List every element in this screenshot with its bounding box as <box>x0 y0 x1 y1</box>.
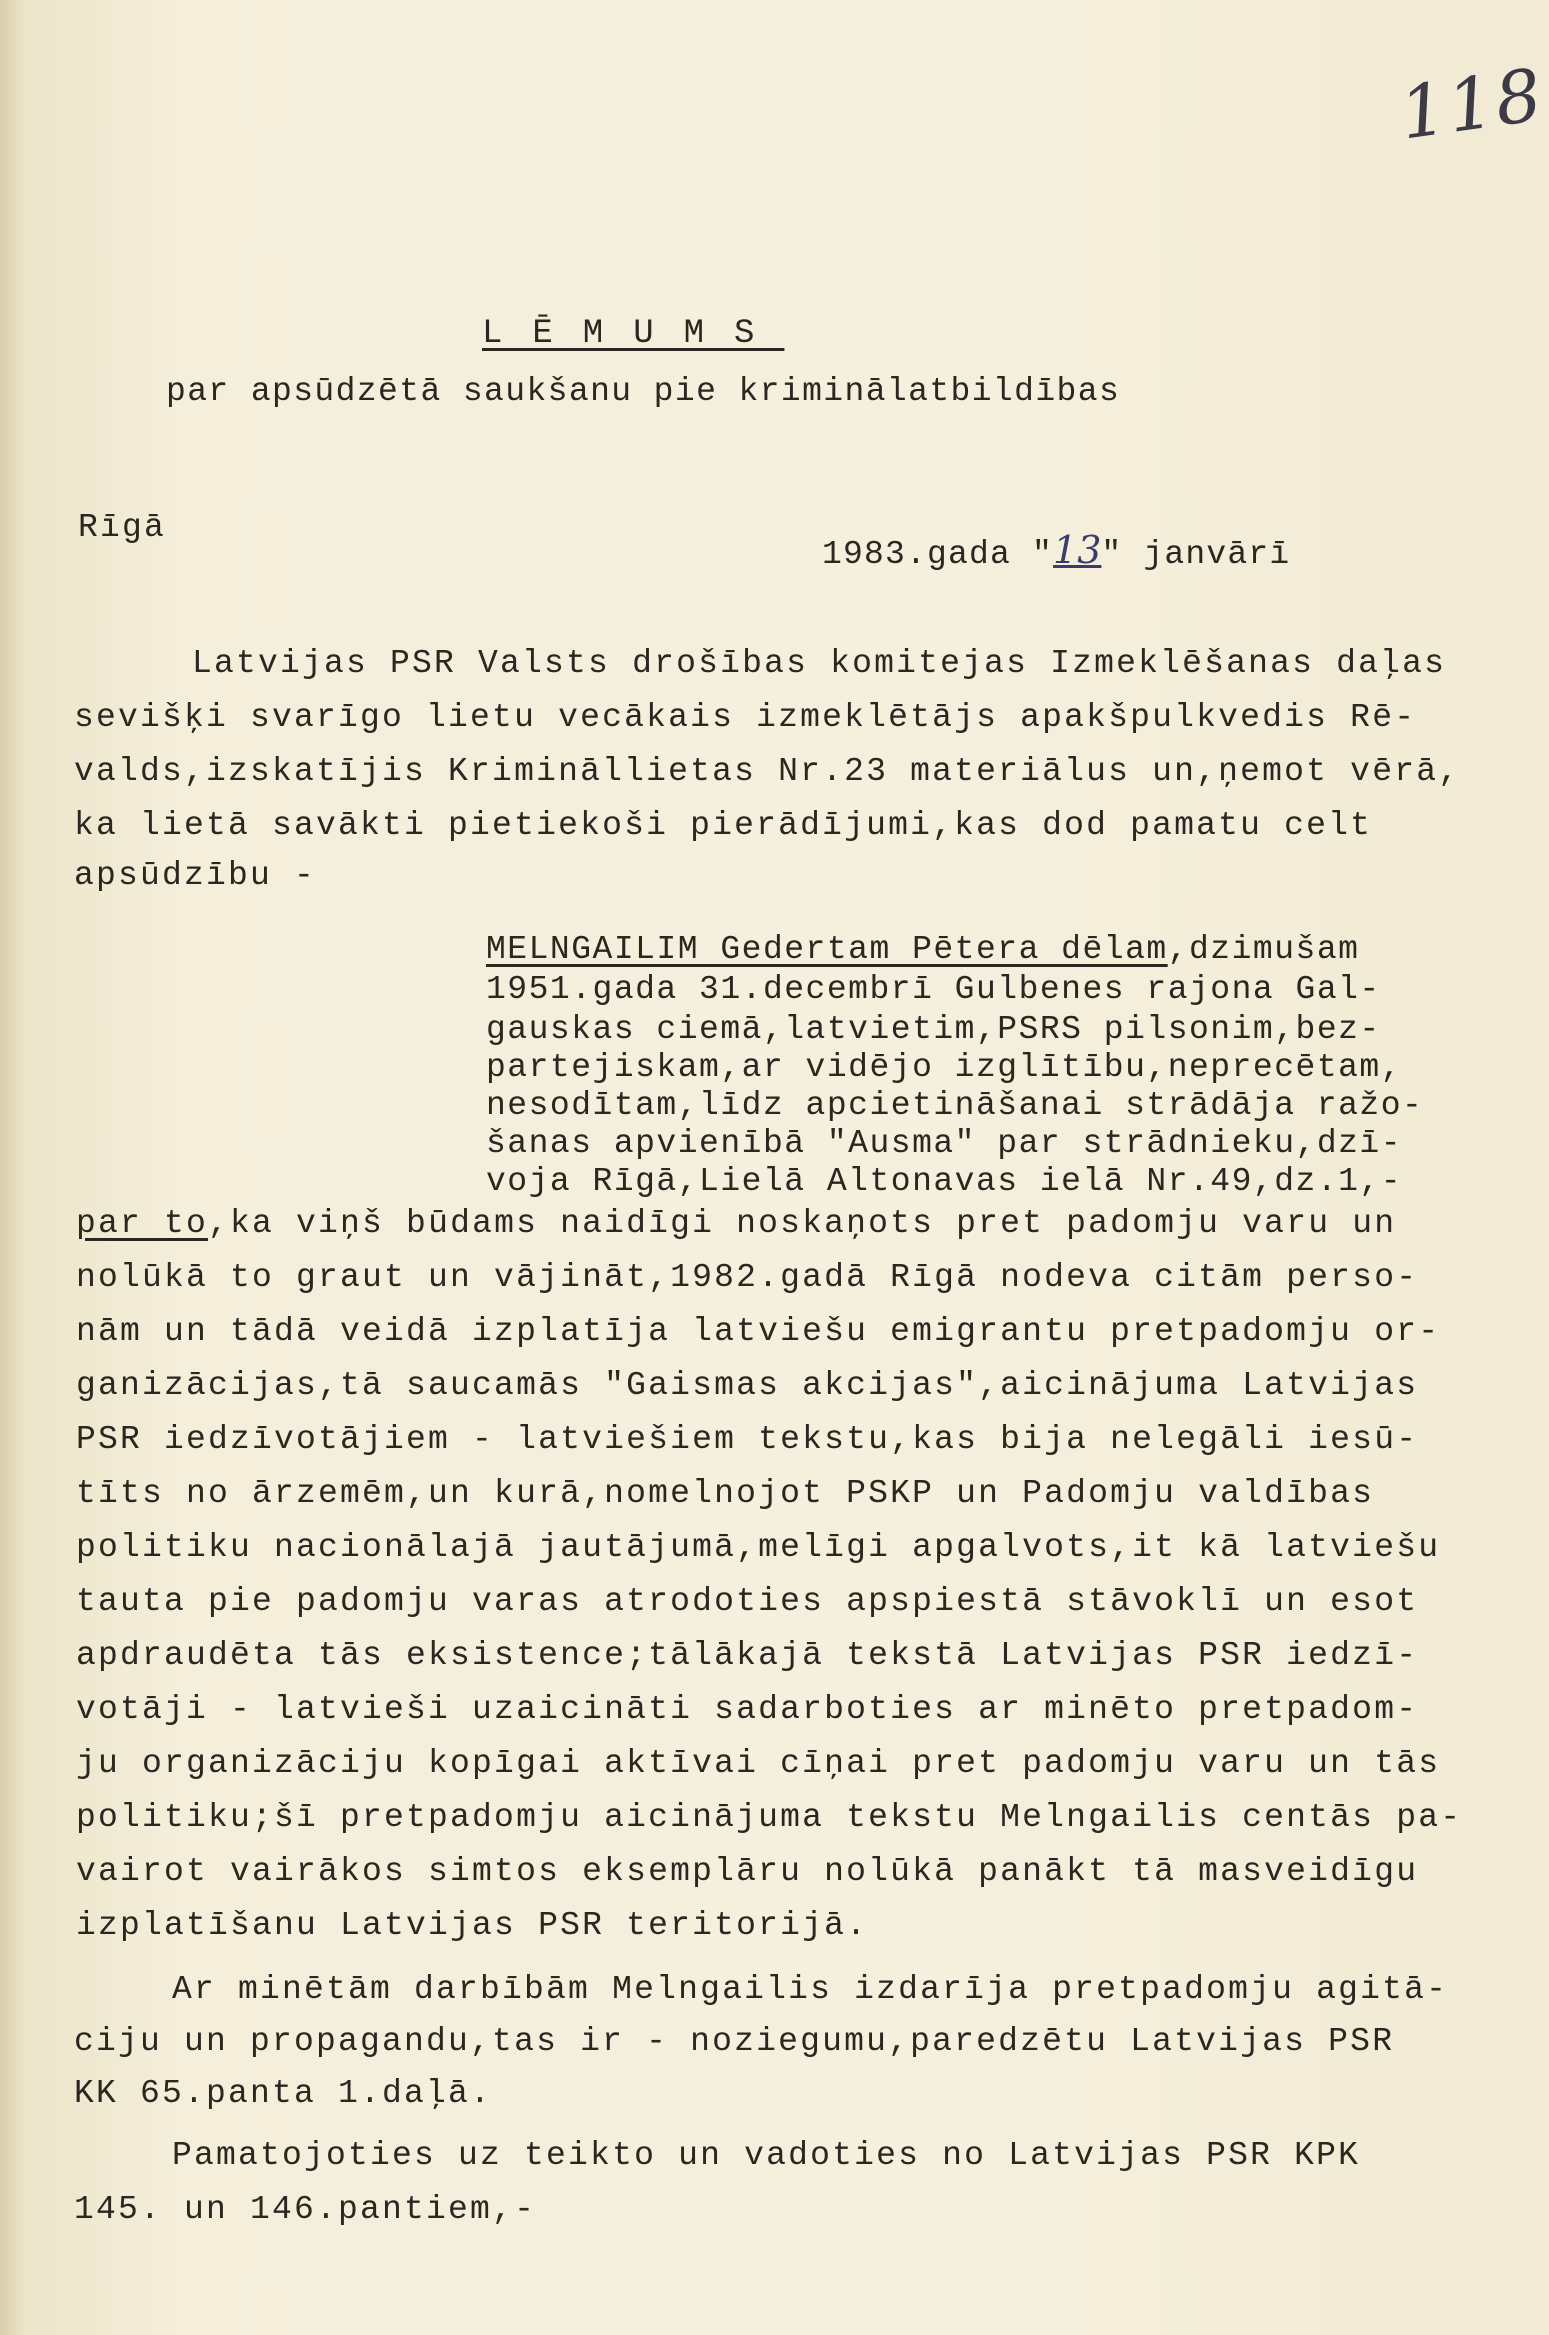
charge-line: nolūkā to graut un vājināt,1982.gadā Rīgā nodeva citām perso- <box>76 1259 1419 1296</box>
intro-line: Latvijas PSR Valsts drošības komitejas Izmeklēšanas daļas <box>192 645 1447 682</box>
charge-line: vairot vairākos simtos eksemplāru nolūkā panākt tā masveidīgu <box>76 1853 1419 1890</box>
conclusion-line: ciju un propagandu,tas ir - noziegumu,paredzētu Latvijas PSR <box>74 2023 1395 2060</box>
intro-line: sevišķi svarīgo lietu vecākais izmeklētājs apakšpulkvedis Rē- <box>74 699 1417 736</box>
accused-first-line-rest: ,dzimušam <box>1167 931 1360 968</box>
accused-line: nesodītam,līdz apcietināšanai strādāja ražo- <box>486 1087 1424 1124</box>
charge-line: ganizācijas,tā saucamās "Gaismas akcijas",aicinājuma Latvijas <box>76 1367 1419 1404</box>
charge-line: apdraudēta tās eksistence;tālākajā tekstā Latvijas PSR iedzī- <box>76 1637 1419 1674</box>
charge-line: tauta pie padomju varas atrodoties apspiestā stāvoklī un esot <box>76 1583 1419 1620</box>
basis-line: Pamatojoties uz teikto un vadoties no Latvijas PSR KPK <box>172 2137 1361 2174</box>
accused-line: 1951.gada 31.decembrī Gulbenes rajona Gal- <box>486 971 1381 1008</box>
document-subtitle: par apsūdzētā saukšanu pie kriminālatbildības <box>166 373 1121 410</box>
charge-line: izplatīšanu Latvijas PSR teritorijā. <box>76 1907 869 1944</box>
accused-line: voja Rīgā,Lielā Altonavas ielā Nr.49,dz.1,- <box>486 1163 1403 1200</box>
charge-line: tīts no ārzemēm,un kurā,nomelnojot PSKP un Padomju valdības <box>76 1475 1375 1512</box>
document-title: LĒMUMS <box>482 315 785 353</box>
accused-line: partejiskam,ar vidējo izglītību,neprecētam, <box>486 1049 1403 1086</box>
date-suffix: " janvārī <box>1101 536 1291 573</box>
intro-line: valds,izskatījis Krimināllietas Nr.23 materiālus un,ņemot vērā, <box>74 753 1461 790</box>
intro-line: ka lietā savākti pietiekoši pierādījumi,kas dod pamatu celt <box>74 807 1373 844</box>
charge-line: ju organizāciju kopīgai aktīvai cīņai pret padomju varu un tās <box>76 1745 1441 1782</box>
intro-line: apsūdzību - <box>74 857 317 894</box>
charge-line: politiku;šī pretpadomju aicinājuma tekstu Melngailis centās pa- <box>76 1799 1463 1836</box>
charge-first-line-rest: ,ka viņš būdams naidīgi noskaņots pret padomju varu un <box>208 1205 1397 1242</box>
date-line <box>822 530 1290 575</box>
accused-line: šanas apvienībā "Ausma" par strādnieku,dzī- <box>486 1125 1403 1162</box>
conclusion-line: KK 65.panta 1.daļā. <box>74 2075 493 2112</box>
accused-name: MELNGAILIM Gedertam Pētera dēlam <box>486 931 1168 968</box>
charge-line: votāji - latvieši uzaicināti sadarboties ar minēto pretpadom- <box>76 1691 1419 1728</box>
charge-line: PSR iedzīvotājiem - latviešiem tekstu,kas bija nelegāli iesū- <box>76 1421 1419 1458</box>
conclusion-line: Ar minētām darbībām Melngailis izdarīja pretpadomju agitā- <box>172 1971 1449 2008</box>
accused-first-line <box>486 930 1359 970</box>
charge-line: politiku nacionālajā jautājumā,melīgi apgalvots,it kā latviešu <box>76 1529 1441 1566</box>
charge-line: nām un tādā veidā izplatīja latviešu emigrantu pretpadomju or- <box>76 1313 1441 1350</box>
charge-lead: par to <box>76 1205 209 1242</box>
date-prefix: 1983.gada " <box>822 536 1054 573</box>
accused-line: gauskas ciemā,latvietim,PSRS pilsonim,bez- <box>486 1011 1381 1048</box>
place: Rīgā <box>78 509 167 546</box>
basis-line: 145. un 146.pantiem,- <box>74 2191 537 2228</box>
charge-first-line <box>76 1204 1396 1244</box>
folio-number: 118 <box>1394 52 1549 156</box>
date-day-handwritten: 13 <box>1053 528 1102 572</box>
